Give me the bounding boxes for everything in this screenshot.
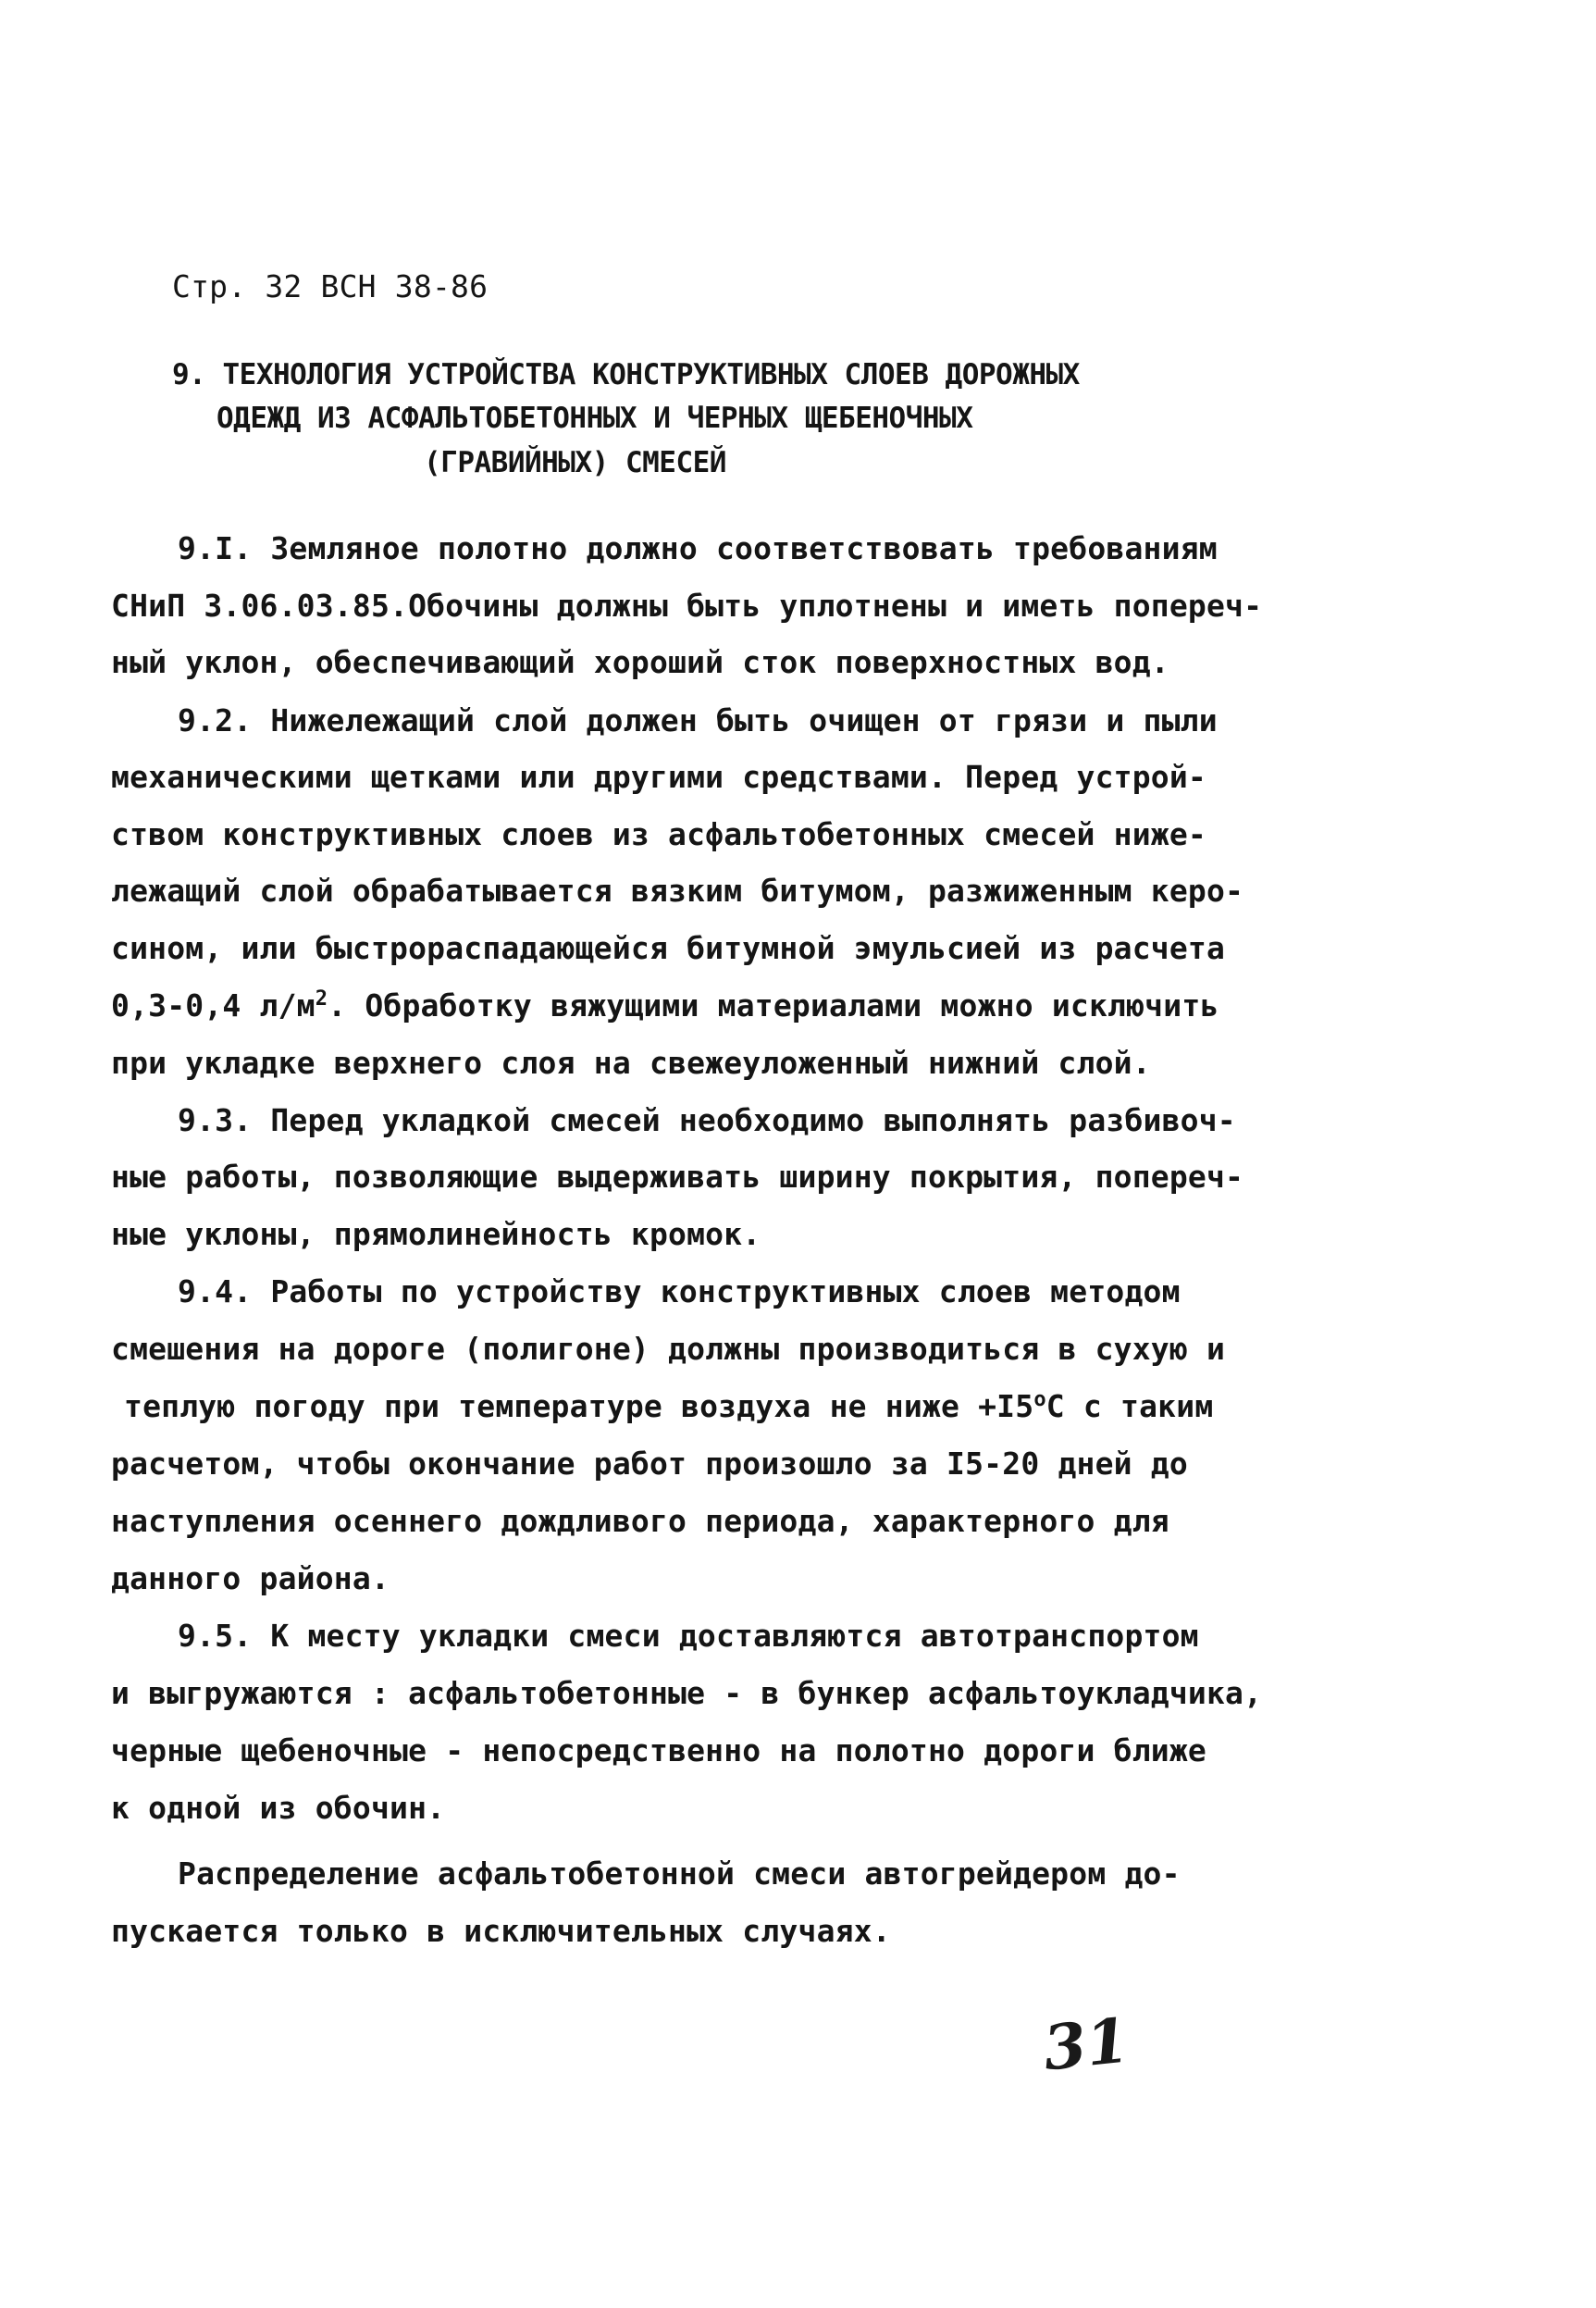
paragraph-9-2-line-3: ством конструктивных слоев из асфальтобетонных смесей ниже-	[111, 816, 1206, 852]
paragraph-9-3-line-3: ные уклоны, прямолинейность кромок.	[111, 1216, 761, 1252]
paragraph-9-2-line-7: при укладке верхнего слоя на свежеуложенный нижний слой.	[111, 1045, 1151, 1081]
paragraph-9-1-line-1: 9.I. Земляное полотно должно соответствовать требованиям	[178, 530, 1218, 566]
paragraph-9-1-line-2: СНиП 3.06.03.85.Обочины должны быть уплотнены и иметь попереч-	[111, 588, 1263, 624]
running-header: Стр. 32 ВСН 38-86	[172, 268, 489, 304]
section-title-line-3: (ГРАВИЙНЫХ) СМЕСЕЙ	[424, 446, 726, 479]
paragraph-9-2-line-6: 0,3-0,4 $л/м^2$. Обработку вяжущими материалами можно исключить	[111, 987, 1219, 1024]
paragraph-9-4-line-5: наступления осеннего дождливого периода, характерного для	[111, 1503, 1169, 1539]
paragraph-9-2-line-5: сином, или быстрораспадающейся битумной эмульсией из расчета	[111, 930, 1226, 966]
superscript-2: 2	[315, 987, 328, 1011]
paragraph-9-5-line-2: и выгружаются : асфальтобетонные - в бункер асфальтоукладчика,	[111, 1675, 1263, 1711]
paragraph-9-1-line-3: ный уклон, обеспечивающий хороший сток поверхностных вод.	[111, 644, 1169, 680]
paragraph-9-4-line-1: 9.4. Работы по устройству конструктивных слоев методом	[178, 1273, 1181, 1309]
paragraph-9-2-line-4: лежащий слой обрабатывается вязким битумом, разжиженным керо-	[111, 873, 1244, 909]
paragraph-distribution-line-2: пускается только в исключительных случаях.	[111, 1913, 891, 1949]
section-title-line-1: 9. ТЕХНОЛОГИЯ УСТРОЙСТВА КОНСТРУКТИВНЫХ СЛОЕВ ДОРОЖНЫХ	[172, 358, 1080, 391]
section-number: 9.	[172, 358, 206, 391]
paragraph-9-5-line-3: черные щебеночные - непосредственно на полотно дороги ближе	[111, 1732, 1206, 1768]
paragraph-9-5-line-4: к одной из обочин.	[111, 1790, 446, 1826]
paragraph-9-5-line-1: 9.5. К месту укладки смеси доставляются автотранспортом	[178, 1618, 1199, 1654]
paragraph-9-4-line-6: данного района.	[111, 1560, 390, 1596]
paragraph-9-4-line-3: теплую погоду при температуре воздуха не ниже $+I5^oC$ с таким	[124, 1388, 1214, 1424]
paragraph-9-2-line-2: механическими щетками или другими средствами. Перед устрой-	[111, 759, 1206, 795]
paragraph-distribution-line-1: Распределение асфальтобетонной смеси автогрейдером до-	[178, 1855, 1181, 1892]
paragraph-9-3-line-2: ные работы, позволяющие выдерживать ширину покрытия, попереч-	[111, 1159, 1244, 1195]
handwritten-page-number: 31	[1040, 2004, 1132, 2085]
paragraph-9-2-line-1: 9.2. Нижележащий слой должен быть очищен от грязи и пыли	[178, 702, 1218, 738]
section-title-line-2: ОДЕЖД ИЗ АСФАЛЬТОБЕТОННЫХ И ЧЕРНЫХ ЩЕБЕНОЧНЫХ	[217, 402, 973, 435]
paragraph-9-3-line-1: 9.3. Перед укладкой смесей необходимо выполнять разбивоч-	[178, 1102, 1236, 1138]
paragraph-9-4-line-2: смешения на дороге (полигоне) должны производиться в сухую и	[111, 1331, 1226, 1367]
paragraph-9-4-line-4: расчетом, чтобы окончание работ произошло за I5-20 дней до	[111, 1446, 1188, 1482]
degree-sign: o	[1033, 1388, 1046, 1411]
